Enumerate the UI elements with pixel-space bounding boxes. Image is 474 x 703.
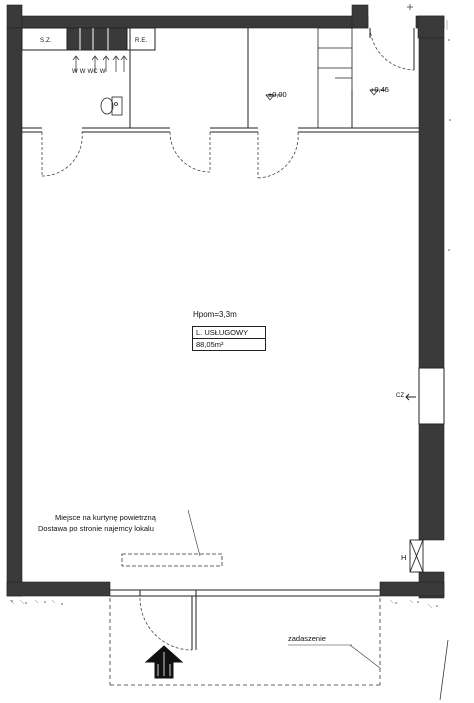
staircase (318, 28, 352, 128)
curtain-note-line1: Miejsce na kurtynę powietrzną (55, 513, 156, 522)
room-info-box (192, 326, 266, 351)
top-right-ticks (407, 4, 413, 10)
exterior-edge-line (440, 640, 448, 700)
water-label: W W WC W (72, 69, 106, 75)
toilet-fixture (101, 97, 122, 115)
sz-label: S.Z. (40, 38, 52, 44)
canopy-outline (110, 598, 380, 685)
storefront-glazing (110, 590, 380, 650)
room-area-label: 88,05m² (193, 338, 265, 350)
inner-partitions (22, 28, 419, 132)
curtain-leader-line (188, 510, 200, 556)
room-name-label: L. USŁUGOWY (196, 328, 249, 337)
level-left-label: ±0,00 (268, 90, 287, 99)
room-height-label: Hpom=3,3m (193, 310, 237, 319)
canopy-leader-line (350, 645, 380, 668)
canopy-label: zadaszenie (288, 634, 326, 643)
level-right-label: +0,45 (370, 85, 389, 94)
cz-niche (406, 368, 444, 424)
cz-label: CZ (396, 393, 405, 399)
re-label: R.E. (135, 38, 148, 44)
hydrant-box (410, 540, 423, 572)
hydrant-label: H (401, 553, 407, 562)
air-curtain-placeholder (122, 554, 222, 566)
curtain-note-line2: Dostawa po stronie najemcy lokalu (38, 524, 154, 533)
